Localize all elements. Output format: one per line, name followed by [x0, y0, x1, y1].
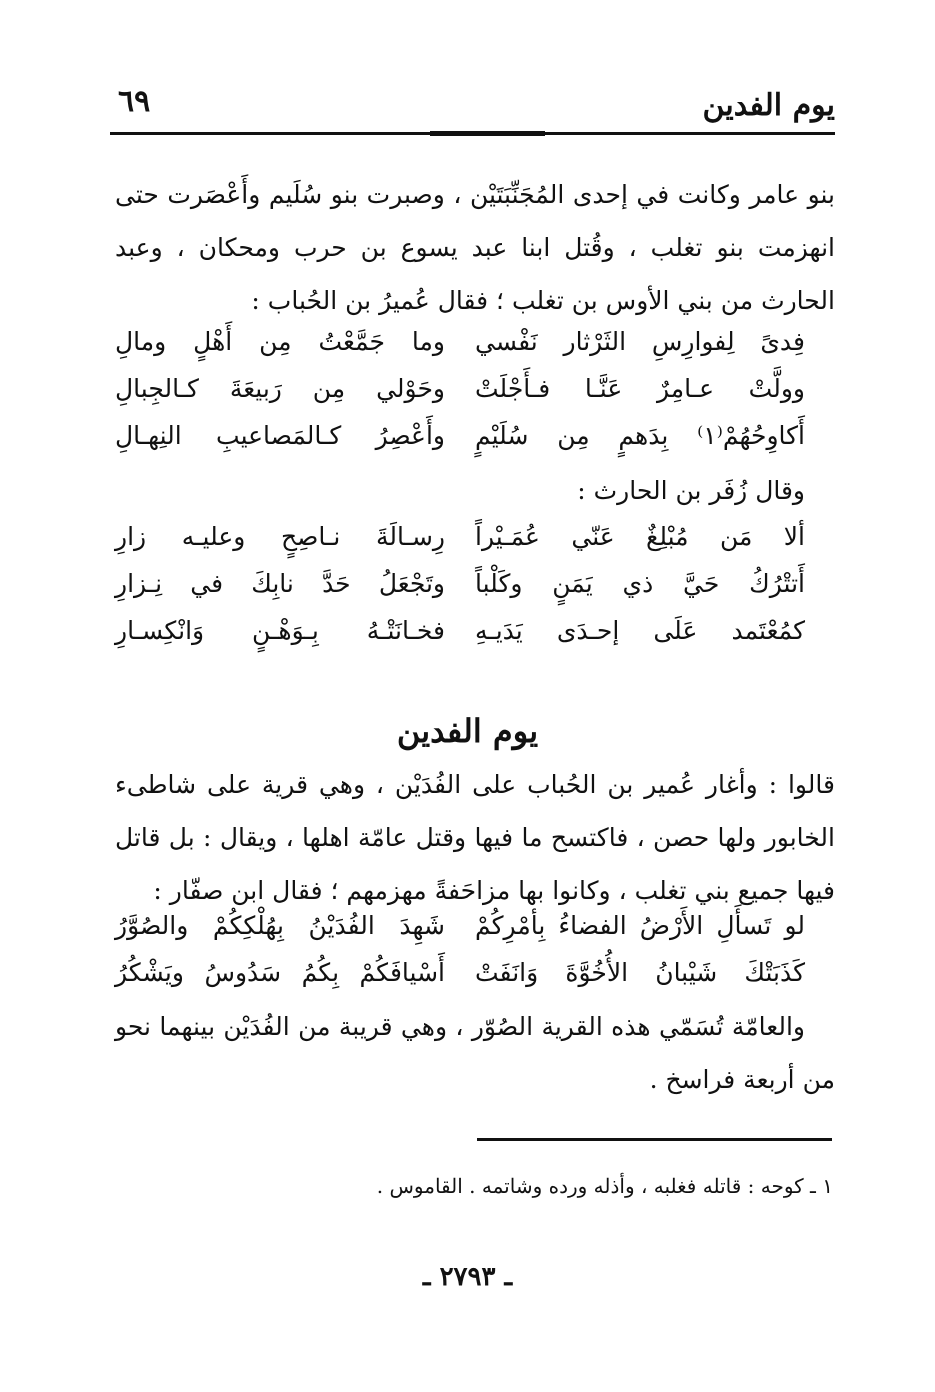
- poem-3: [115, 902, 805, 996]
- verse-first-hemistich: أَكاوِحُهُمْ⁽١⁾ بِدَهمٍ مِن سُلَيْمٍ: [475, 421, 805, 450]
- verse-first-hemistich: ألا مَن مُبْلِغٌ عَنّي عُمَـيْراً: [475, 522, 805, 551]
- verse-second-hemistich: فخـانَتْـهُ بِـوَهْـنٍ وَانْكِسـارِ: [115, 616, 445, 645]
- poem-1: [115, 318, 805, 459]
- verse-second-hemistich: رِسـالَةَ نـاصِحٍ وعليـه زارِ: [115, 522, 445, 551]
- running-header-page-number: ٦٩: [118, 84, 151, 119]
- paragraph-1: بنو عامر وكانت في إحدى المُجَنِّبَتَيْن ، وصبرت بنو سُلَيم وأَعْصَرت حتى انهزمت بنو تغلب ، وقُتل ابنا عبد يسوع بن حرب ومحكان ، وعبد الحارث من بني الأوس بن تغلب ؛ فقال عُميرُ بن الحُباب :: [115, 180, 835, 315]
- paragraph-3: والعامّة تُسَمّي هذه القرية الصُوّر ، وهي قريبة من الفُدَيْن بينهما نحو من أربعة فراسخ .: [115, 1012, 835, 1094]
- verse-second-hemistich: وأَعْصِرُ كـالمَصاعيبِ النِهـالِ: [115, 421, 445, 450]
- verse-first-hemistich: لو تَسأَلِ الأَرْضُ الفضاءُ بِأمْرِكُمْ: [475, 911, 805, 940]
- footnote: ١ ـ كوحه : قاتله فغلبه ، وأذله ورده وشاتمه . القاموس .: [376, 1174, 833, 1198]
- verse-first-hemistich: كَذَبَتْكَ شَيْبانُ الأُخُوَّةَ وَانَفَتْ: [475, 958, 805, 987]
- verse-second-hemistich: شَهِدَ الفُدَيْنُ بِهُلْكِكُمْ والصُوَّرُ: [115, 911, 445, 940]
- verse-second-hemistich: وتَجْعَلُ حَدَّ نابِكَ في نِـزارِ: [115, 569, 445, 598]
- verse-second-hemistich: أَسْيافَكُمْ بِكُمُ سَدُوسُ ويَشْكُرُ: [115, 958, 445, 987]
- verse-first-hemistich: وولَّتْ عـامِرٌ عَنَّـا فـأَجْلَتْ: [475, 374, 805, 403]
- verse-line: [115, 365, 805, 412]
- footnote-rule: [477, 1138, 832, 1141]
- paragraph-2: قالوا : وأغار عُمير بن الحُباب على الفُدَيْن ، وهي قرية على شاطىء الخابور ولها حصن ، فاكتسح ما فيها وقتل عامّة اهلها ، ويقال : بل قاتل فيها جميع بني تغلب ، وكانوا بها مزاحَفةً مهزمهم ؛ فقال ابن صفّار :: [115, 770, 835, 905]
- verse-line: [115, 560, 805, 607]
- verse-line: [115, 318, 805, 365]
- verse-line: [115, 412, 805, 459]
- poem-2: [115, 513, 805, 654]
- verse-line: [115, 513, 805, 560]
- verse-first-hemistich: كمُعْتَمد عَلَى إحـدَى يَدَيـهِ: [475, 616, 805, 645]
- section-title: يوم الفدين: [396, 712, 539, 750]
- header-rule-accent: [430, 131, 545, 136]
- verse-first-hemistich: أَتتْرُكُ حَيَّ ذي يَمَنٍ وكَلْباً: [475, 569, 805, 598]
- verse-first-hemistich: فِدىً لِفوارِسِ الثَرْثار نَفْسي: [475, 327, 805, 356]
- page-footer-number: ـ ٢٧٩٣ ـ: [422, 1262, 513, 1292]
- poem-2-intro: وقال زُفَر بن الحارث :: [577, 476, 805, 505]
- verse-line: [115, 607, 805, 654]
- verse-line: [115, 902, 805, 949]
- verse-line: [115, 949, 805, 996]
- verse-second-hemistich: وحَوْلي مِن رَبيعَةَ كـالجِبالِ: [115, 374, 445, 403]
- running-header-title: يوم الفدين: [702, 88, 835, 123]
- verse-second-hemistich: وما جَمَّعْتُ مِن أَهْلٍ ومالِ: [115, 327, 445, 356]
